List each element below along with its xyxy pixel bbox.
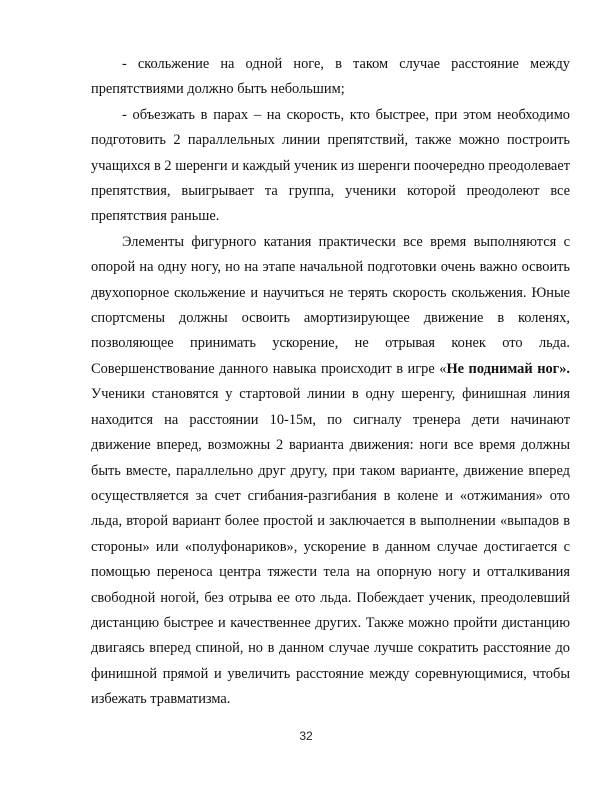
paragraph-text-before: Элементы фигурного катания практически все время выполняются с опорой на одну ногу, но на этапе начальной подготовки очень важно освоить двухопорное скольжение и научиться не терять скорость скольжения. Юные спортсмены должны освоить амортизирующее движение в коленях, позволяющее принимать ускорение, не отрывая конек ото льда. Совершенствование данного навыка происходит в игре « <box>91 233 570 377</box>
body-text <box>91 52 570 713</box>
paragraph-text-after: Ученики становятся у стартовой линии в одну шеренгу, финишная линия находится на расстоянии 10-15м, по сигналу тренера дети начинают движение вперед, возможны 2 варианта движения: ноги все время должны быть вместе, параллельно друг другу, при таком варианте, движение вперед осуществляется за счет сгибания-разгибания в колене и «отжимания» ото льда, второй вариант более простой и заключается в выполнении «выпадов в стороны» или «полуфонариков», ускорение в данном случае достигается с помощью переноса центра тяжести тела на опорную ногу и отталкивания свободной ногой, без отрыва ее ото льда. Побеждает ученик, преодолевший дистанцию быстрее и качественнее других. Также можно пройти дистанцию двигаясь вперед спиной, но в данном случае лучше сократить расстояние до финишной прямой и увеличить расстояние между соревнующимися, чтобы избежать травматизма. <box>91 386 570 708</box>
paragraph-pairs-race: - объезжать в парах – на скорость, кто быстрее, при этом необходимо подготовить 2 параллельных линии препятствий, также можно построить учащихся в 2 шеренги и каждый ученик из шеренги поочередно преодолевает препятствия, выигрывает та группа, ученики которой преодолеют все препятствия раньше. <box>91 106 570 225</box>
paragraph-sliding-one-leg: - скольжение на одной ноге, в таком случае расстояние между препятствиями должно быть небольшим; <box>91 56 570 98</box>
game-name-bold: Не поднимай ног». <box>446 360 571 377</box>
paragraph-figure-skating-elements <box>91 230 570 713</box>
page-number: 32 <box>299 729 313 743</box>
